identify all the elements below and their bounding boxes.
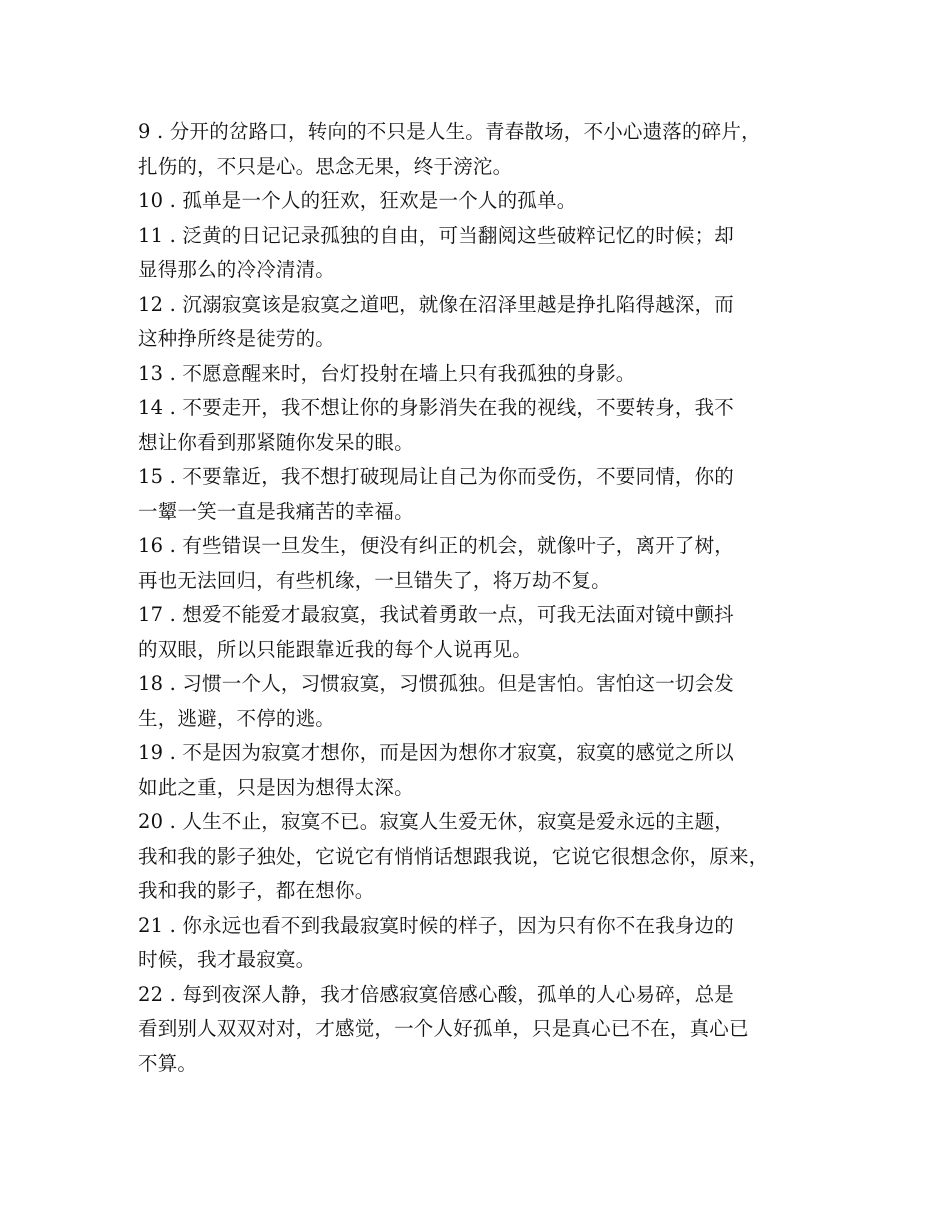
text-line: 我和我的影子独处，它说它有悄悄话想跟我说，它说它很想念你，原来， — [138, 844, 769, 868]
text-line: 显得那么的冷冷清清。 — [138, 258, 336, 281]
text-line: 12 . 沉溺寂寞该是寂寞之道吧，就像在沼泽里越是挣扎陷得越深，而 — [138, 292, 735, 316]
list-item — [138, 460, 828, 529]
text-line: 再也无法回归，有些机缘，一旦错失了，将万劫不复。 — [138, 568, 611, 592]
text-line: 生，逃避，不停的逃。 — [138, 706, 336, 730]
list-item — [138, 978, 828, 1082]
text-line: 11 . 泛黄的日记记录孤独的自由，可当翻阅这些破粹记忆的时候；却 — [138, 223, 735, 247]
text-line: 这种挣所终是徒劳的。 — [138, 327, 336, 350]
list-item — [138, 736, 828, 805]
text-line: 的双眼，所以只能跟靠近我的每个人说再见。 — [138, 637, 533, 661]
text-line: 看到别人双双对对，才感觉，一个人好孤单，只是真心已不在，真心已 — [138, 1017, 749, 1040]
text-line: 想让你看到那紧随你发呆的眼。 — [138, 430, 414, 454]
text-line: 15 . 不要靠近，我不想打破现局让自己为你而受伤，不要同情，你的 — [138, 465, 735, 488]
text-line: 10 . 孤单是一个人的狂欢，狂欢是一个人的孤单。 — [138, 189, 577, 212]
text-line: 17 . 想爱不能爱才最寂寞，我试着勇敢一点，可我无法面对镜中颤抖 — [138, 603, 735, 626]
text-line: 扎伤的，不只是心。思念无果，终于滂沱。 — [138, 154, 513, 178]
list-item — [138, 115, 828, 184]
list-item — [138, 357, 828, 392]
list-item — [138, 184, 828, 219]
text-line: 21 . 你永远也看不到我最寂寞时候的样子，因为只有你不在我身边的 — [138, 913, 735, 937]
text-line: 16 . 有些错误一旦发生，便没有纠正的机会，就像叶子，离开了树， — [138, 534, 735, 557]
text-line: 9 . 分开的岔路口，转向的不只是人生。青春散场，不小心遗落的碎片， — [138, 120, 761, 143]
text-line: 14 . 不要走开，我不想让你的身影消失在我的视线，不要转身，我不 — [138, 396, 735, 419]
text-line: 20 . 人生不止，寂寞不已。寂寞人生爱无休，寂寞是爱永远的主题， — [138, 810, 735, 833]
text-line: 13 . 不愿意醒来时，台灯投射在墙上只有我孤独的身影。 — [138, 361, 636, 385]
document-body — [138, 115, 828, 1081]
text-line: 不算。 — [138, 1051, 198, 1075]
text-line: 时候，我才最寂寞。 — [138, 948, 316, 971]
list-item — [138, 909, 828, 978]
text-line: 我和我的影子，都在想你。 — [138, 879, 375, 902]
text-line: 19 . 不是因为寂寞才想你，而是因为想你才寂寞，寂寞的感觉之所以 — [138, 741, 735, 764]
text-line: 一颦一笑一直是我痛苦的幸福。 — [138, 499, 414, 523]
text-line: 如此之重，只是因为想得太深。 — [138, 775, 414, 799]
list-item — [138, 288, 828, 357]
text-line: 22 . 每到夜深人静，我才倍感寂寞倍感心酸，孤单的人心易碎，总是 — [138, 982, 735, 1006]
text-line: 18 . 习惯一个人，习惯寂寞，习惯孤独。但是害怕。害怕这一切会发 — [138, 672, 735, 695]
list-item — [138, 529, 828, 598]
list-item — [138, 667, 828, 736]
list-item — [138, 598, 828, 667]
list-item — [138, 219, 828, 288]
list-item — [138, 805, 828, 909]
list-item — [138, 391, 828, 460]
